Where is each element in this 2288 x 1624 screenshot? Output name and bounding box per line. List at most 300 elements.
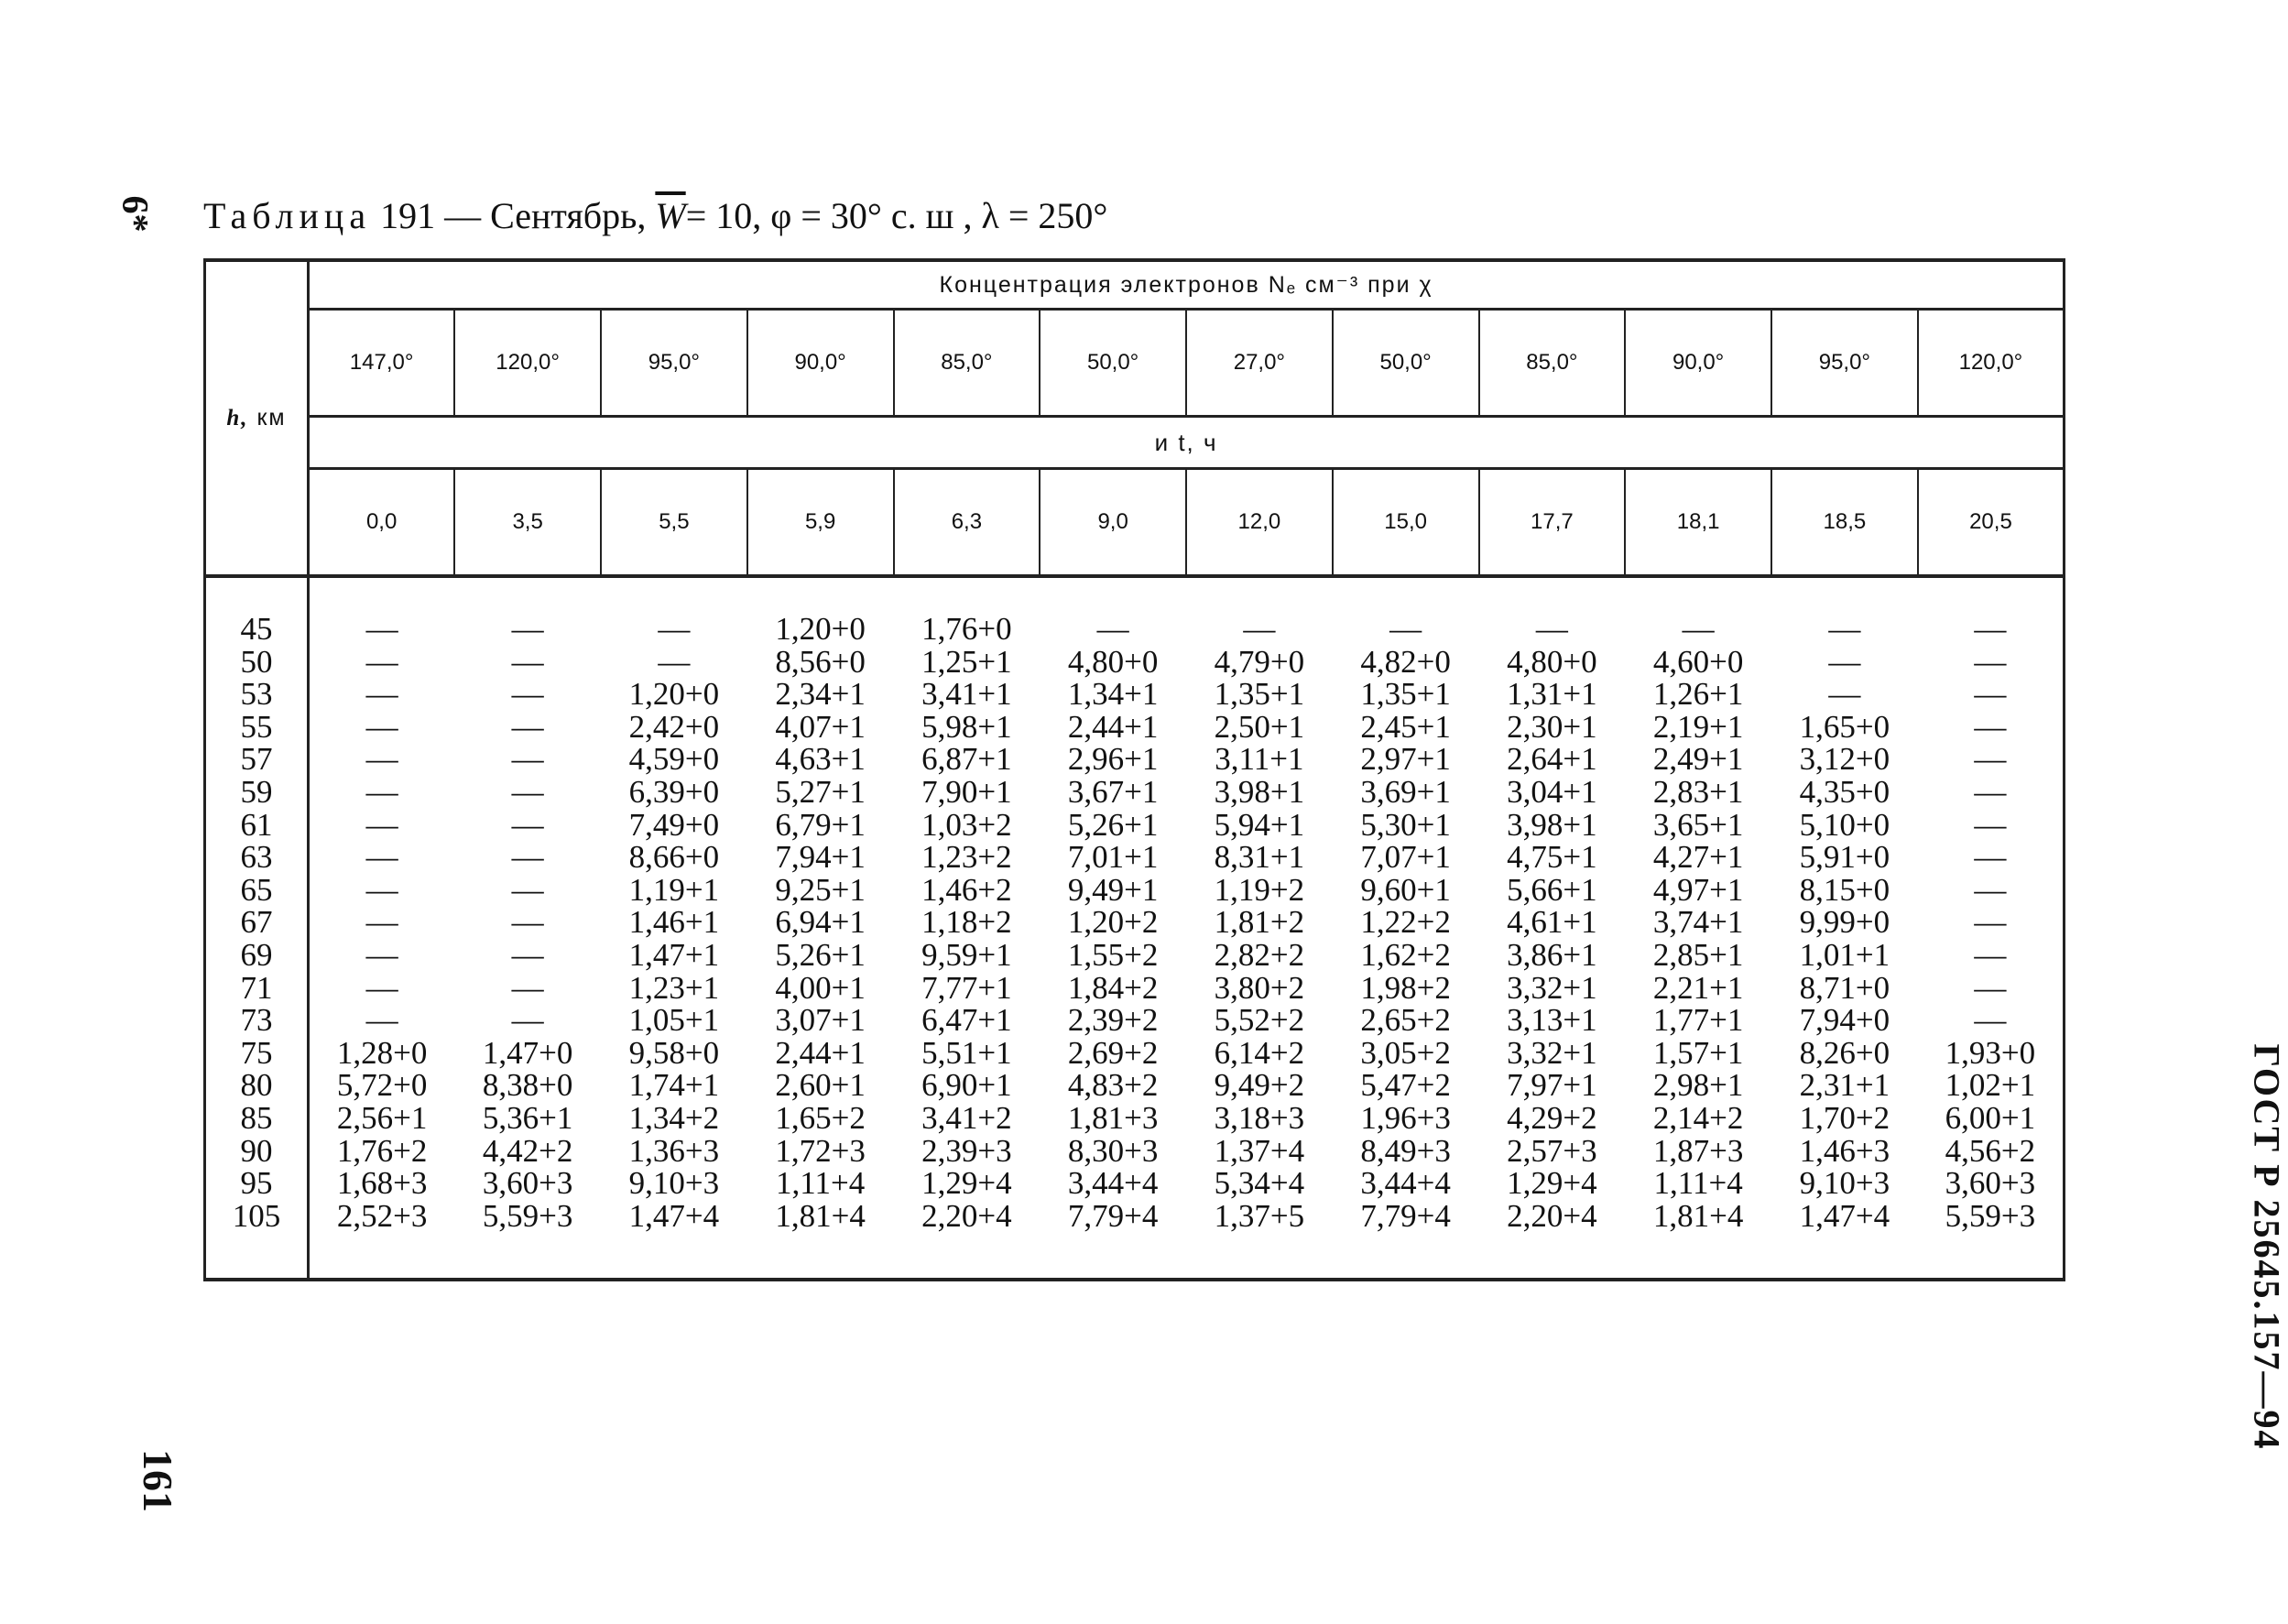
concentration-cell: 1,20+0 bbox=[628, 676, 720, 713]
concentration-cell: 6,90+1 bbox=[921, 1067, 1012, 1104]
concentration-cell: 4,29+2 bbox=[1507, 1099, 1597, 1136]
concentration-cell: 2,83+1 bbox=[1652, 773, 1744, 810]
concentration-cell: 5,94+1 bbox=[1214, 806, 1305, 843]
concentration-cell: 3,80+2 bbox=[1214, 969, 1305, 1006]
caption-number: 191 bbox=[380, 195, 436, 236]
concentration-cell: 3,32+1 bbox=[1507, 1034, 1597, 1071]
concentration-cell: 4,80+0 bbox=[1507, 643, 1597, 680]
concentration-cell: 5,36+1 bbox=[482, 1099, 573, 1136]
concentration-cell: 1,35+1 bbox=[1360, 676, 1451, 713]
concentration-cell: 1,47+1 bbox=[628, 936, 720, 973]
concentration-cell: 1,18+2 bbox=[921, 904, 1012, 941]
concentration-cell: 1,37+4 bbox=[1214, 1132, 1305, 1169]
concentration-cell: 1,65+0 bbox=[1799, 708, 1890, 745]
concentration-cell: 6,79+1 bbox=[775, 806, 866, 843]
t-header-cell: 20,5 bbox=[1918, 469, 2065, 577]
concentration-cell: 7,94+1 bbox=[775, 839, 866, 876]
concentration-cell: — bbox=[511, 904, 544, 941]
concentration-cell: 1,93+0 bbox=[1945, 1034, 2036, 1071]
concentration-cell: 6,14+2 bbox=[1214, 1034, 1305, 1071]
concentration-cell: 2,34+1 bbox=[775, 676, 866, 713]
concentration-cell: 1,11+4 bbox=[776, 1165, 866, 1202]
concentration-cell: 3,12+0 bbox=[1799, 741, 1890, 778]
concentration-cell: 1,76+2 bbox=[336, 1132, 428, 1169]
concentration-cell: — bbox=[1974, 806, 2007, 843]
concentration-cell: 1,20+0 bbox=[775, 611, 866, 647]
concentration-cell: 1,46+3 bbox=[1799, 1132, 1890, 1169]
concentration-cell: 7,90+1 bbox=[921, 773, 1012, 810]
table-row bbox=[205, 841, 2065, 874]
table-row bbox=[205, 1102, 2065, 1135]
table-body bbox=[203, 578, 2065, 1281]
concentration-cell: — bbox=[365, 643, 398, 680]
concentration-cell: 4,60+0 bbox=[1652, 643, 1744, 680]
concentration-cell: 3,04+1 bbox=[1507, 773, 1597, 810]
table-row bbox=[205, 743, 2065, 776]
concentration-cell: 5,52+2 bbox=[1214, 1002, 1305, 1039]
chi-header-cell: 90,0° bbox=[747, 310, 894, 417]
concentration-cell: 9,25+1 bbox=[775, 871, 866, 908]
table-row bbox=[205, 906, 2065, 939]
chi-header-cell: 95,0° bbox=[1771, 310, 1918, 417]
concentration-cell: 4,80+0 bbox=[1067, 643, 1159, 680]
chi-header-cell: 85,0° bbox=[894, 310, 1040, 417]
concentration-cell: 3,60+3 bbox=[1945, 1165, 2036, 1202]
chi-header-cell: 90,0° bbox=[1625, 310, 1771, 417]
t-header-cell: 6,3 bbox=[894, 469, 1040, 577]
concentration-cell: — bbox=[1974, 839, 2007, 876]
concentration-cell: 6,47+1 bbox=[921, 1002, 1012, 1039]
concentration-cell: 2,50+1 bbox=[1214, 708, 1305, 745]
concentration-cell: 3,44+4 bbox=[1067, 1165, 1159, 1202]
altitude-cell: 50 bbox=[205, 646, 309, 679]
h-column-header bbox=[205, 260, 309, 576]
concentration-cell: 3,05+2 bbox=[1360, 1034, 1451, 1071]
concentration-cell: 3,41+2 bbox=[921, 1099, 1012, 1136]
t-header-cell: 12,0 bbox=[1186, 469, 1333, 577]
concentration-cell: 4,75+1 bbox=[1507, 839, 1597, 876]
concentration-cell: 5,26+1 bbox=[775, 936, 866, 973]
concentration-cell: 2,69+2 bbox=[1067, 1034, 1159, 1071]
concentration-cell: 2,30+1 bbox=[1507, 708, 1597, 745]
concentration-cell: 5,47+2 bbox=[1360, 1067, 1451, 1104]
concentration-cell: 8,56+0 bbox=[775, 643, 866, 680]
concentration-cell: 2,20+4 bbox=[921, 1197, 1012, 1234]
concentration-cell: 2,98+1 bbox=[1652, 1067, 1744, 1104]
concentration-cell: 3,86+1 bbox=[1507, 936, 1597, 973]
concentration-cell: 2,45+1 bbox=[1360, 708, 1451, 745]
t-header-cell: 9,0 bbox=[1040, 469, 1186, 577]
concentration-cell: 5,72+0 bbox=[336, 1067, 428, 1104]
t-values-row bbox=[205, 469, 2065, 577]
concentration-cell: 9,10+3 bbox=[628, 1165, 720, 1202]
data-table bbox=[203, 258, 2063, 1266]
concentration-cell: 1,74+1 bbox=[628, 1067, 720, 1104]
concentration-cell: — bbox=[365, 839, 398, 876]
concentration-cell: 2,65+2 bbox=[1360, 1002, 1451, 1039]
altitude-cell: 61 bbox=[205, 809, 309, 842]
concentration-cell: 8,30+3 bbox=[1067, 1132, 1159, 1169]
concentration-cell: 2,85+1 bbox=[1652, 936, 1744, 973]
concentration-cell: — bbox=[1974, 1002, 2007, 1039]
concentration-cell: 2,97+1 bbox=[1360, 741, 1451, 778]
chi-header-cell: 27,0° bbox=[1186, 310, 1333, 417]
concentration-cell: 5,98+1 bbox=[921, 708, 1012, 745]
concentration-cell: — bbox=[365, 936, 398, 973]
table-row bbox=[205, 1135, 2065, 1168]
concentration-cell: 7,97+1 bbox=[1507, 1067, 1597, 1104]
concentration-cell: 2,39+2 bbox=[1067, 1002, 1159, 1039]
concentration-cell: 1,03+2 bbox=[921, 806, 1012, 843]
concentration-cell: 5,59+3 bbox=[482, 1197, 573, 1234]
table-header bbox=[203, 258, 2065, 578]
altitude-cell: 57 bbox=[205, 743, 309, 776]
altitude-cell: 69 bbox=[205, 939, 309, 972]
concentration-cell: 1,23+2 bbox=[921, 839, 1012, 876]
concentration-cell: 4,56+2 bbox=[1945, 1132, 2036, 1169]
table-row bbox=[205, 646, 2065, 679]
t-header-cell: 5,5 bbox=[601, 469, 747, 577]
concentration-cell: 1,81+2 bbox=[1214, 904, 1305, 941]
altitude-cell: 63 bbox=[205, 841, 309, 874]
concentration-cell: 1,81+3 bbox=[1067, 1099, 1159, 1136]
concentration-cell: 1,28+0 bbox=[336, 1034, 428, 1071]
table-row bbox=[205, 678, 2065, 711]
chi-header-cell: 50,0° bbox=[1333, 310, 1479, 417]
concentration-cell: 7,94+0 bbox=[1799, 1002, 1890, 1039]
concentration-cell: 3,41+1 bbox=[921, 676, 1012, 713]
concentration-cell: 4,35+0 bbox=[1799, 773, 1890, 810]
concentration-cell: 2,42+0 bbox=[628, 708, 720, 745]
concentration-cell: 3,98+1 bbox=[1507, 806, 1597, 843]
concentration-cell: 1,34+2 bbox=[628, 1099, 720, 1136]
concentration-cell: 1,46+1 bbox=[628, 904, 720, 941]
concentration-cell: 8,15+0 bbox=[1799, 871, 1890, 908]
chi-header-cell: 120,0° bbox=[454, 310, 601, 417]
concentration-cell: 6,87+1 bbox=[921, 741, 1012, 778]
concentration-cell: 1,35+1 bbox=[1214, 676, 1305, 713]
concentration-cell: 1,62+2 bbox=[1360, 936, 1451, 973]
concentration-cell: — bbox=[1682, 611, 1715, 647]
concentration-cell: — bbox=[1828, 643, 1861, 680]
concentration-cell: 3,44+4 bbox=[1360, 1165, 1451, 1202]
concentration-cell: 4,79+0 bbox=[1214, 643, 1305, 680]
concentration-cell: 1,19+1 bbox=[628, 871, 720, 908]
concentration-cell: 1,36+3 bbox=[628, 1132, 720, 1169]
standard-code: ГОСТ Р 25645.157—94 bbox=[2246, 1043, 2288, 1451]
concentration-cell: 7,79+4 bbox=[1360, 1197, 1451, 1234]
concentration-cell: 1,47+4 bbox=[628, 1197, 720, 1234]
concentration-cell: 5,30+1 bbox=[1360, 806, 1451, 843]
concentration-cell: — bbox=[1243, 611, 1276, 647]
concentration-cell: — bbox=[1096, 611, 1129, 647]
concentration-cell: 1,81+4 bbox=[1652, 1197, 1744, 1234]
concentration-cell: — bbox=[1974, 871, 2007, 908]
concentration-cell: — bbox=[1974, 969, 2007, 1006]
concentration-cell: — bbox=[1389, 611, 1422, 647]
concentration-cell: 8,66+0 bbox=[628, 839, 720, 876]
concentration-cell: 2,56+1 bbox=[336, 1099, 428, 1136]
concentration-cell: 3,07+1 bbox=[775, 1002, 866, 1039]
concentration-cell: — bbox=[1974, 676, 2007, 713]
concentration-cell: 1,77+1 bbox=[1652, 1002, 1744, 1039]
concentration-cell: 1,20+2 bbox=[1067, 904, 1159, 941]
concentration-cell: 1,25+1 bbox=[921, 643, 1012, 680]
altitude-cell: 90 bbox=[205, 1135, 309, 1168]
table-row bbox=[205, 939, 2065, 972]
t-header-cell: 5,9 bbox=[747, 469, 894, 577]
table-row bbox=[205, 1200, 2065, 1233]
concentration-cell: 6,00+1 bbox=[1945, 1099, 2036, 1136]
chi-header-cell: 95,0° bbox=[601, 310, 747, 417]
concentration-cell: 5,91+0 bbox=[1799, 839, 1890, 876]
concentration-cell: 9,10+3 bbox=[1799, 1165, 1890, 1202]
concentration-cell: — bbox=[365, 806, 398, 843]
concentration-cell: 1,02+1 bbox=[1945, 1067, 2036, 1104]
concentration-cell: 4,82+0 bbox=[1360, 643, 1451, 680]
spacer-row bbox=[205, 578, 2065, 613]
concentration-cell: 2,31+1 bbox=[1799, 1067, 1890, 1104]
concentration-cell: 4,00+1 bbox=[775, 969, 866, 1006]
altitude-cell: 53 bbox=[205, 678, 309, 711]
concentration-cell: 1,29+4 bbox=[1507, 1165, 1597, 1202]
concentration-cell: — bbox=[511, 741, 544, 778]
concentration-cell: 2,21+1 bbox=[1652, 969, 1744, 1006]
table-row bbox=[205, 1004, 2065, 1037]
concentration-cell: 1,26+1 bbox=[1652, 676, 1744, 713]
altitude-cell: 75 bbox=[205, 1037, 309, 1070]
concentration-cell: — bbox=[365, 871, 398, 908]
concentration-cell: 4,27+1 bbox=[1652, 839, 1744, 876]
concentration-cell: — bbox=[511, 676, 544, 713]
altitude-cell: 45 bbox=[205, 613, 309, 646]
concentration-cell: — bbox=[511, 708, 544, 745]
concentration-cell: 1,31+1 bbox=[1507, 676, 1597, 713]
concentration-cell: 3,60+3 bbox=[482, 1165, 573, 1202]
concentration-cell: 2,20+4 bbox=[1507, 1197, 1597, 1234]
concentration-cell: 2,39+3 bbox=[921, 1132, 1012, 1169]
table-row bbox=[205, 874, 2065, 907]
concentration-cell: — bbox=[511, 1002, 544, 1039]
concentration-cell: 1,46+2 bbox=[921, 871, 1012, 908]
concentration-cell: 1,01+1 bbox=[1799, 936, 1890, 973]
concentration-cell: 9,99+0 bbox=[1799, 904, 1890, 941]
concentration-cell: 1,81+4 bbox=[775, 1197, 866, 1234]
concentration-cell: 1,05+1 bbox=[628, 1002, 720, 1039]
table-row bbox=[205, 776, 2065, 809]
spacer-row bbox=[205, 1232, 2065, 1280]
table-caption bbox=[203, 194, 1107, 237]
t-header-cell: 15,0 bbox=[1333, 469, 1479, 577]
concentration-cell: — bbox=[511, 839, 544, 876]
concentration-cell: — bbox=[1974, 904, 2007, 941]
concentration-cell: 7,49+0 bbox=[628, 806, 720, 843]
concentration-cell: 2,44+1 bbox=[775, 1034, 866, 1071]
concentration-cell: 8,31+1 bbox=[1214, 839, 1305, 876]
caption-word: Таблица bbox=[203, 195, 372, 236]
altitude-cell: 71 bbox=[205, 972, 309, 1005]
concentration-cell: — bbox=[511, 969, 544, 1006]
concentration-cell: — bbox=[1974, 773, 2007, 810]
concentration-cell: 4,63+1 bbox=[775, 741, 866, 778]
margin-note: 6* bbox=[114, 195, 157, 233]
concentration-cell: 1,11+4 bbox=[1653, 1165, 1743, 1202]
table-row bbox=[205, 972, 2065, 1005]
t-header-cell: 0,0 bbox=[309, 469, 455, 577]
concentration-cell: 1,55+2 bbox=[1067, 936, 1159, 973]
concentration-cell: 5,66+1 bbox=[1507, 871, 1597, 908]
altitude-cell: 73 bbox=[205, 1004, 309, 1037]
concentration-cell: 7,77+1 bbox=[921, 969, 1012, 1006]
caption-params: = 10, φ = 30° с. ш , λ = 250° bbox=[685, 195, 1108, 236]
concentration-cell: 4,42+2 bbox=[482, 1132, 573, 1169]
concentration-cell: 1,98+2 bbox=[1360, 969, 1451, 1006]
concentration-cell: 2,64+1 bbox=[1507, 741, 1597, 778]
concentration-cell: 1,70+2 bbox=[1799, 1099, 1890, 1136]
concentration-cell: — bbox=[1974, 936, 2007, 973]
t-header-cell: 18,1 bbox=[1625, 469, 1771, 577]
concentration-cell: 5,27+1 bbox=[775, 773, 866, 810]
table-row bbox=[205, 1069, 2065, 1102]
concentration-cell: 8,49+3 bbox=[1360, 1132, 1451, 1169]
concentration-cell: — bbox=[511, 936, 544, 973]
concentration-cell: 1,19+2 bbox=[1214, 871, 1305, 908]
concentration-cell: — bbox=[365, 708, 398, 745]
concentration-cell: 1,72+3 bbox=[775, 1132, 866, 1169]
t-header-cell: 3,5 bbox=[454, 469, 601, 577]
chi-header-cell: 147,0° bbox=[309, 310, 455, 417]
caption-rest: — Сентябрь, bbox=[444, 195, 647, 236]
concentration-cell: — bbox=[511, 643, 544, 680]
concentration-cell: 3,32+1 bbox=[1507, 969, 1597, 1006]
concentration-cell: — bbox=[511, 871, 544, 908]
concentration-cell: 3,98+1 bbox=[1214, 773, 1305, 810]
concentration-cell: 2,96+1 bbox=[1067, 741, 1159, 778]
altitude-cell: 105 bbox=[205, 1200, 309, 1233]
concentration-cell: 2,14+2 bbox=[1652, 1099, 1744, 1136]
concentration-cell: — bbox=[365, 741, 398, 778]
concentration-cell: 2,82+2 bbox=[1214, 936, 1305, 973]
concentration-cell: 1,57+1 bbox=[1652, 1034, 1744, 1071]
concentration-cell: 1,47+4 bbox=[1799, 1197, 1890, 1234]
concentration-cell: 3,67+1 bbox=[1067, 773, 1159, 810]
h-unit: км bbox=[256, 405, 287, 431]
concentration-cell: 2,60+1 bbox=[775, 1067, 866, 1104]
altitude-cell: 65 bbox=[205, 874, 309, 907]
concentration-cell: 8,26+0 bbox=[1799, 1034, 1890, 1071]
concentration-cell: 1,96+3 bbox=[1360, 1099, 1451, 1136]
concentration-cell: 3,18+3 bbox=[1214, 1099, 1305, 1136]
chi-header-cell: 120,0° bbox=[1918, 310, 2065, 417]
concentration-cell: — bbox=[1974, 708, 2007, 745]
concentration-cell: 6,39+0 bbox=[628, 773, 720, 810]
concentration-cell: 4,83+2 bbox=[1067, 1067, 1159, 1104]
concentration-cell: 9,49+1 bbox=[1067, 871, 1159, 908]
concentration-cell: — bbox=[365, 773, 398, 810]
concentration-cell: 1,76+0 bbox=[921, 611, 1012, 647]
concentration-cell: 1,65+2 bbox=[775, 1099, 866, 1136]
concentration-cell: 4,59+0 bbox=[628, 741, 720, 778]
concentration-cell: 4,07+1 bbox=[775, 708, 866, 745]
concentration-cell: 4,97+1 bbox=[1652, 871, 1744, 908]
concentration-cell: — bbox=[1974, 611, 2007, 647]
concentration-cell: — bbox=[658, 643, 691, 680]
concentration-cell: 9,58+0 bbox=[628, 1034, 720, 1071]
concentration-cell: 7,07+1 bbox=[1360, 839, 1451, 876]
concentration-cell: 1,34+1 bbox=[1067, 676, 1159, 713]
concentration-cell: — bbox=[365, 611, 398, 647]
t-header-cell: 17,7 bbox=[1479, 469, 1626, 577]
table-row bbox=[205, 1037, 2065, 1070]
concentration-cell: 1,84+2 bbox=[1067, 969, 1159, 1006]
concentration-cell: 3,11+1 bbox=[1215, 741, 1304, 778]
concentration-title: Концентрация электронов Nₑ см⁻³ при χ bbox=[309, 260, 2065, 310]
concentration-cell: — bbox=[1974, 741, 2007, 778]
t-header-cell: 18,5 bbox=[1771, 469, 1918, 577]
concentration-cell: 2,57+3 bbox=[1507, 1132, 1597, 1169]
h-label: h, bbox=[226, 406, 249, 431]
concentration-cell: 9,60+1 bbox=[1360, 871, 1451, 908]
caption-w-symbol: $\overline{W}$ bbox=[655, 195, 686, 236]
altitude-cell: 95 bbox=[205, 1167, 309, 1200]
concentration-cell: — bbox=[1828, 611, 1861, 647]
concentration-cell: 1,23+1 bbox=[628, 969, 720, 1006]
concentration-cell: 2,49+1 bbox=[1652, 741, 1744, 778]
table-row bbox=[205, 613, 2065, 646]
concentration-cell: 5,51+1 bbox=[921, 1034, 1012, 1071]
concentration-cell: 1,87+3 bbox=[1652, 1132, 1744, 1169]
concentration-cell: — bbox=[511, 806, 544, 843]
concentration-cell: 5,34+4 bbox=[1214, 1165, 1305, 1202]
page-number: 161 bbox=[135, 1449, 181, 1512]
chi-header-cell: 85,0° bbox=[1479, 310, 1626, 417]
concentration-cell: 3,13+1 bbox=[1507, 1002, 1597, 1039]
chi-row bbox=[205, 310, 2065, 417]
concentration-cell: 7,79+4 bbox=[1067, 1197, 1159, 1234]
concentration-cell: 5,59+3 bbox=[1945, 1197, 2036, 1234]
concentration-cell: 8,71+0 bbox=[1799, 969, 1890, 1006]
concentration-cell: 1,68+3 bbox=[336, 1165, 428, 1202]
table-row bbox=[205, 1167, 2065, 1200]
chi-header-cell: 50,0° bbox=[1040, 310, 1186, 417]
concentration-cell: 1,37+5 bbox=[1214, 1197, 1305, 1234]
concentration-cell: 2,19+1 bbox=[1652, 708, 1744, 745]
table-row bbox=[205, 711, 2065, 744]
concentration-cell: — bbox=[365, 904, 398, 941]
concentration-cell: 9,59+1 bbox=[921, 936, 1012, 973]
t-label: и t, ч bbox=[309, 417, 2065, 469]
concentration-cell: — bbox=[1828, 676, 1861, 713]
concentration-cell: — bbox=[365, 969, 398, 1006]
concentration-cell: 8,38+0 bbox=[482, 1067, 573, 1104]
concentration-cell: 5,26+1 bbox=[1067, 806, 1159, 843]
concentration-cell: 6,94+1 bbox=[775, 904, 866, 941]
altitude-cell: 85 bbox=[205, 1102, 309, 1135]
concentration-cell: 1,22+2 bbox=[1360, 904, 1451, 941]
altitude-cell: 59 bbox=[205, 776, 309, 809]
concentration-cell: — bbox=[658, 611, 691, 647]
concentration-cell: 3,65+1 bbox=[1652, 806, 1744, 843]
concentration-cell: 3,74+1 bbox=[1652, 904, 1744, 941]
concentration-cell: 9,49+2 bbox=[1214, 1067, 1305, 1104]
concentration-cell: 3,69+1 bbox=[1360, 773, 1451, 810]
concentration-cell: 4,61+1 bbox=[1507, 904, 1597, 941]
concentration-cell: — bbox=[365, 676, 398, 713]
concentration-cell: — bbox=[511, 611, 544, 647]
concentration-cell: 1,29+4 bbox=[921, 1165, 1012, 1202]
altitude-cell: 67 bbox=[205, 906, 309, 939]
concentration-cell: 2,44+1 bbox=[1067, 708, 1159, 745]
